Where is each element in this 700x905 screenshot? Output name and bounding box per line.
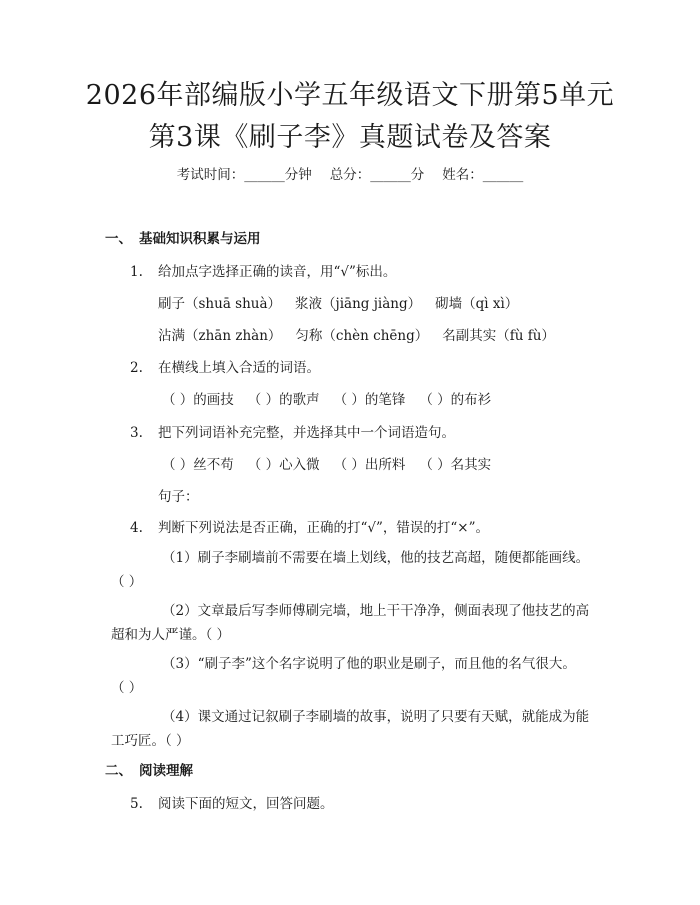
question-5 — [130, 798, 334, 812]
section-title: 阅读理解 — [139, 763, 193, 779]
pinyin-row-1 — [158, 298, 518, 312]
judge-item-3-line2: （ ） — [111, 680, 143, 696]
question-3 — [130, 427, 455, 441]
question-number: 3. — [130, 425, 143, 441]
question-number: 1. — [130, 264, 143, 280]
section-number: 二、 — [105, 763, 132, 779]
question-number: 5. — [130, 796, 143, 812]
idiom-blank: （ ）心入微 — [247, 457, 320, 473]
pinyin-option: 刷子（shuā shuà） — [158, 296, 282, 312]
exam-title-line2: 第3课《刷子李》真题试卷及答案 — [148, 122, 552, 153]
fill-blank: （ ）的笔锋 — [333, 392, 406, 408]
fill-blank: （ ）的布衫 — [419, 392, 492, 408]
exam-meta — [0, 169, 700, 183]
fill-blank: （ ）的画技 — [162, 392, 234, 408]
pinyin-option: 沾满（zhān zhàn） — [158, 328, 282, 344]
judge-item-4-line2: 工巧匠。（ ） — [111, 733, 190, 749]
question-4 — [130, 522, 489, 536]
judge-item-3-line1: （3）“刷子李”这个名字说明了他的职业是刷子，而且他的名气很大。 — [162, 656, 576, 672]
question-text: 判断下列说法是否正确，正确的打“√”，错误的打“×”。 — [158, 520, 490, 536]
judge-item-2-line2: 超和为人严谨。（ ） — [111, 627, 231, 643]
pinyin-option: 浆液（jiāng jiàng） — [295, 296, 422, 312]
idiom-blank-row — [162, 459, 491, 473]
question-text: 给加点字选择正确的读音，用“√”标出。 — [158, 264, 397, 280]
judge-item-2-line1: （2）文章最后写李师傅刷完墙，地上干干净净，侧面表现了他技艺的高 — [162, 603, 590, 619]
idiom-blank: （ ）名其实 — [419, 457, 492, 473]
question-1 — [130, 266, 396, 280]
question-number: 4. — [130, 520, 143, 536]
judge-item-4-line1: （4）课文通过记叙刷子李刷墙的故事，说明了只要有天赋，就能成为能 — [162, 709, 590, 725]
exam-time: 考试时间：______分钟 — [176, 167, 312, 183]
section-number: 一、 — [105, 231, 132, 247]
question-text: 在横线上填入合适的词语。 — [158, 360, 320, 376]
exam-score: 总分：______分 — [329, 167, 425, 183]
sentence-label: 句子： — [158, 489, 199, 505]
judge-item-1-line1: （1）刷子李刷墙前不需要在墙上划线，他的技艺高超，随便都能画线。 — [162, 550, 590, 566]
pinyin-option: 砌墙（qì xì） — [435, 296, 519, 312]
question-number: 2. — [130, 360, 143, 376]
section-heading — [105, 765, 193, 779]
exam-title-line1: 2026年部编版小学五年级语文下册第5单元 — [85, 80, 615, 111]
judge-item-1-line2: （ ） — [111, 574, 143, 590]
question-text: 把下列词语补充完整，并选择其中一个词语造句。 — [158, 425, 455, 441]
section-title: 基础知识积累与运用 — [139, 231, 261, 247]
question-text: 阅读下面的短文，回答问题。 — [158, 796, 334, 812]
fill-blank: （ ）的歌声 — [247, 392, 320, 408]
pinyin-row-2 — [158, 330, 555, 344]
question-2 — [130, 362, 320, 376]
idiom-blank: （ ）出所料 — [333, 457, 406, 473]
pinyin-option: 名副其实（fù fù） — [442, 328, 555, 344]
idiom-blank: （ ）丝不苟 — [162, 457, 234, 473]
exam-name: 姓名：______ — [442, 167, 524, 183]
fill-blank-row — [162, 394, 491, 408]
pinyin-option: 匀称（chèn chēng） — [295, 328, 429, 344]
section-heading — [105, 233, 261, 247]
